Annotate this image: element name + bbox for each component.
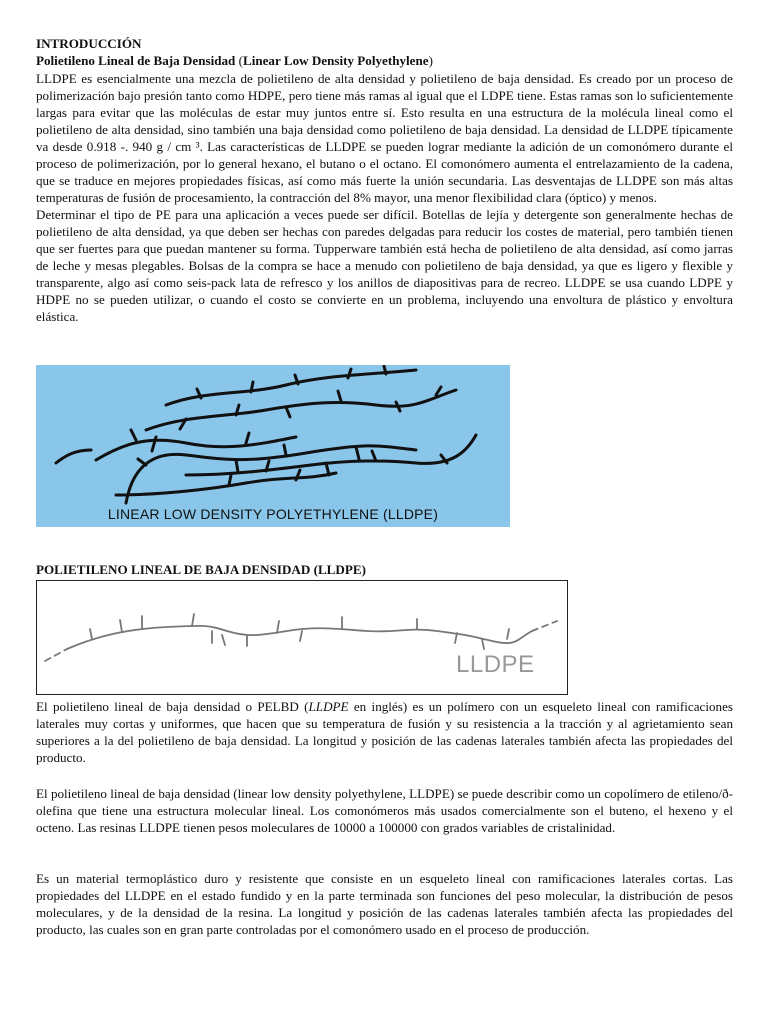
page-heading: INTRODUCCIÓN	[36, 36, 142, 51]
figure1-caption: LINEAR LOW DENSITY POLYETHYLENE (LLDPE)	[107, 506, 439, 522]
subheading-bold: Polietileno Lineal de Baja Densidad	[36, 53, 236, 68]
body-paragraph-2: El polietileno lineal de baja densidad (linear low density polyethylene, LLDPE) se puede describir como un copolímero de etileno/ð-olefina que tiene una estructura molecular lineal. Los comonómeros más usados comercialmente son el buteno, el hexeno y el octeno. Las resinas LLDPE tienen pesos moleculares de 10000 a 100000 con grados variables de cristalinidad.	[36, 786, 733, 835]
lldpe-diagram-figure	[36, 365, 510, 527]
body-p1-italic: LLDPE	[308, 699, 349, 714]
intro-paragraph-2: Determinar el tipo de PE para una aplicación a veces puede ser difícil. Botellas de lejía y detergente son generalmente hechas de polietileno de alta densidad, ya que deben ser hechas con paredes delgadas para reducir los costes de material, pero también tienen que ser fuertes para que puedan mantener su forma. Tupperware también está hecha de polietileno de alta densidad, así como jarras de leche y mesas plegables. Bolsas de la compra se hace a menudo con polietileno de baja densidad, ya que es ligero y flexible y transparente, algo así como seis-pack lata de refresco y los anillos de diapositivas para de recreo. LLDPE se usa cuando LDPE y HDPE no se pueden utilizar, o cuando el costo se convierte en un problema, incluyendo una envoltura de plástico y envoltura elástica.	[36, 207, 733, 324]
lldpe-chain-figure	[36, 580, 568, 695]
body-paragraph-3: Es un material termoplástico duro y resistente que consiste en un esqueleto lineal con ramificaciones laterales cortas. Las propiedades del LLDPE en el estado fundido y en la parte terminada son funciones del peso molecular, la distribución de pesos moleculares, y de la densidad de la resina. La longitud y posición de las cadenas laterales también afecta las propiedades del producto, las cuales son en gran parte controladas por el comonómero usado en el proceso de producción.	[36, 871, 733, 937]
body-p1-start: El polietileno lineal de baja densidad o PELBD (	[36, 699, 309, 714]
subheading-close: )	[428, 53, 433, 68]
page-subheading	[36, 53, 433, 69]
intro-text	[36, 70, 733, 325]
lldpe-chains-illustration	[36, 365, 510, 505]
body-p1-end: en inglés) es un polímero con un esqueleto lineal con ramificaciones laterales muy cortas y uniformes, que hacen que su temperatura de fusión y su resistencia a la tracción y al agrietamiento sean superiores a la del polietileno de baja densidad. La longitud y posición de las cadenas laterales también afecta las propiedades del producto.	[36, 699, 733, 765]
section-title: POLIETILENO LINEAL DE BAJA DENSIDAD (LLDPE)	[36, 562, 366, 577]
figure2-caption: LLDPE	[456, 651, 535, 678]
intro-paragraph-1: LLDPE es esencialmente una mezcla de polietileno de alta densidad y polietileno de baja densidad. Es creado por un proceso de polimerización bajo presión tanto como HDPE, pero tiene más ramas al igual que el LDPE tiene. Estas ramas son lo suficientemente largas para evitar que las moléculas de estar muy juntos entre sí. Esto resulta en una estructura de la molécula lineal como el polietileno de alta densidad, sino también una baja densidad como polietileno de baja densidad. La densidad de LLDPE típicamente va desde 0.918 -. 940 g / cm ³. Las características de LLDPE se pueden lograr mediante la adición de un comonómero durante el proceso de polimerización, por lo general hexano, el butano o el octano. El comonómero aumenta el entrelazamiento de la cadena, que se traduce en mejores propiedades físicas, así como más fuerte la unión secundaria. Las desventajas de LLDPE son más altas temperaturas de fusión de procesamiento, la contracción del 8% mayor, una menor flexibilidad clara (óptico) y menos.	[36, 71, 733, 205]
subheading-english: Linear Low Density Polyethylene	[242, 53, 429, 68]
subheading-open: (	[235, 53, 243, 68]
body-paragraph-1	[36, 698, 733, 766]
